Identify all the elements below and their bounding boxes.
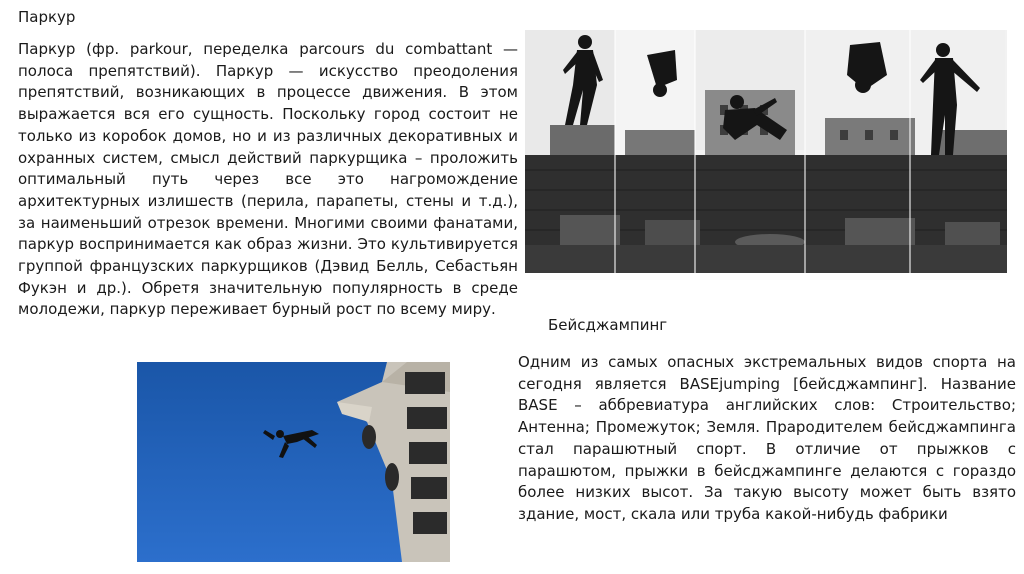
parkour-description: Паркур (фр. parkour, переделка parcours du combattant — полоса препятствий). Паркур — искусство преодоления препятствий, возникающих в процессе движения. В этом выражается вся его сущность. Поскольку город состоит не только из коробок домов, но и из различных декоративных и охранных систем, смысл действий паркурщика – проложить оптимальный путь через все это нагромождение архитектурных излишеств (перила, парапеты, стены и т.д.), за наименьший отрезок времени. Многими своими фанатами, паркур воспринимается как образ жизни. Это культивируется группой французских паркурщиков (Дэвид Белль, Себастьян Фукэн и др.). Обретя значительную популярность в среде молодежи, паркур переживает бурный рост по всему миру. [18,40,518,319]
parkour-sequence-photo [525,30,1007,273]
slide-title: Паркур [18,8,76,26]
base-jumping-caption: Бейсджампинг [548,316,668,334]
base-jumping-photo [137,362,450,562]
base-jumping-description: Одним из самых опасных экстремальных видов спорта на сегодня является BASEjumping [бейсджампинг]. Название BASE – аббревиатура английских слов: Строительство; Антенна; Промежуток; Земля. Прародителем бейсджампинга стал парашютный спорт. В отличие от прыжков с парашютом, прыжки в бейсджампинге делаются с гораздо более низких высот. За такую высоту может быть взято здание, мост, скала или труба какой-нибудь фабрики [518,353,1016,523]
